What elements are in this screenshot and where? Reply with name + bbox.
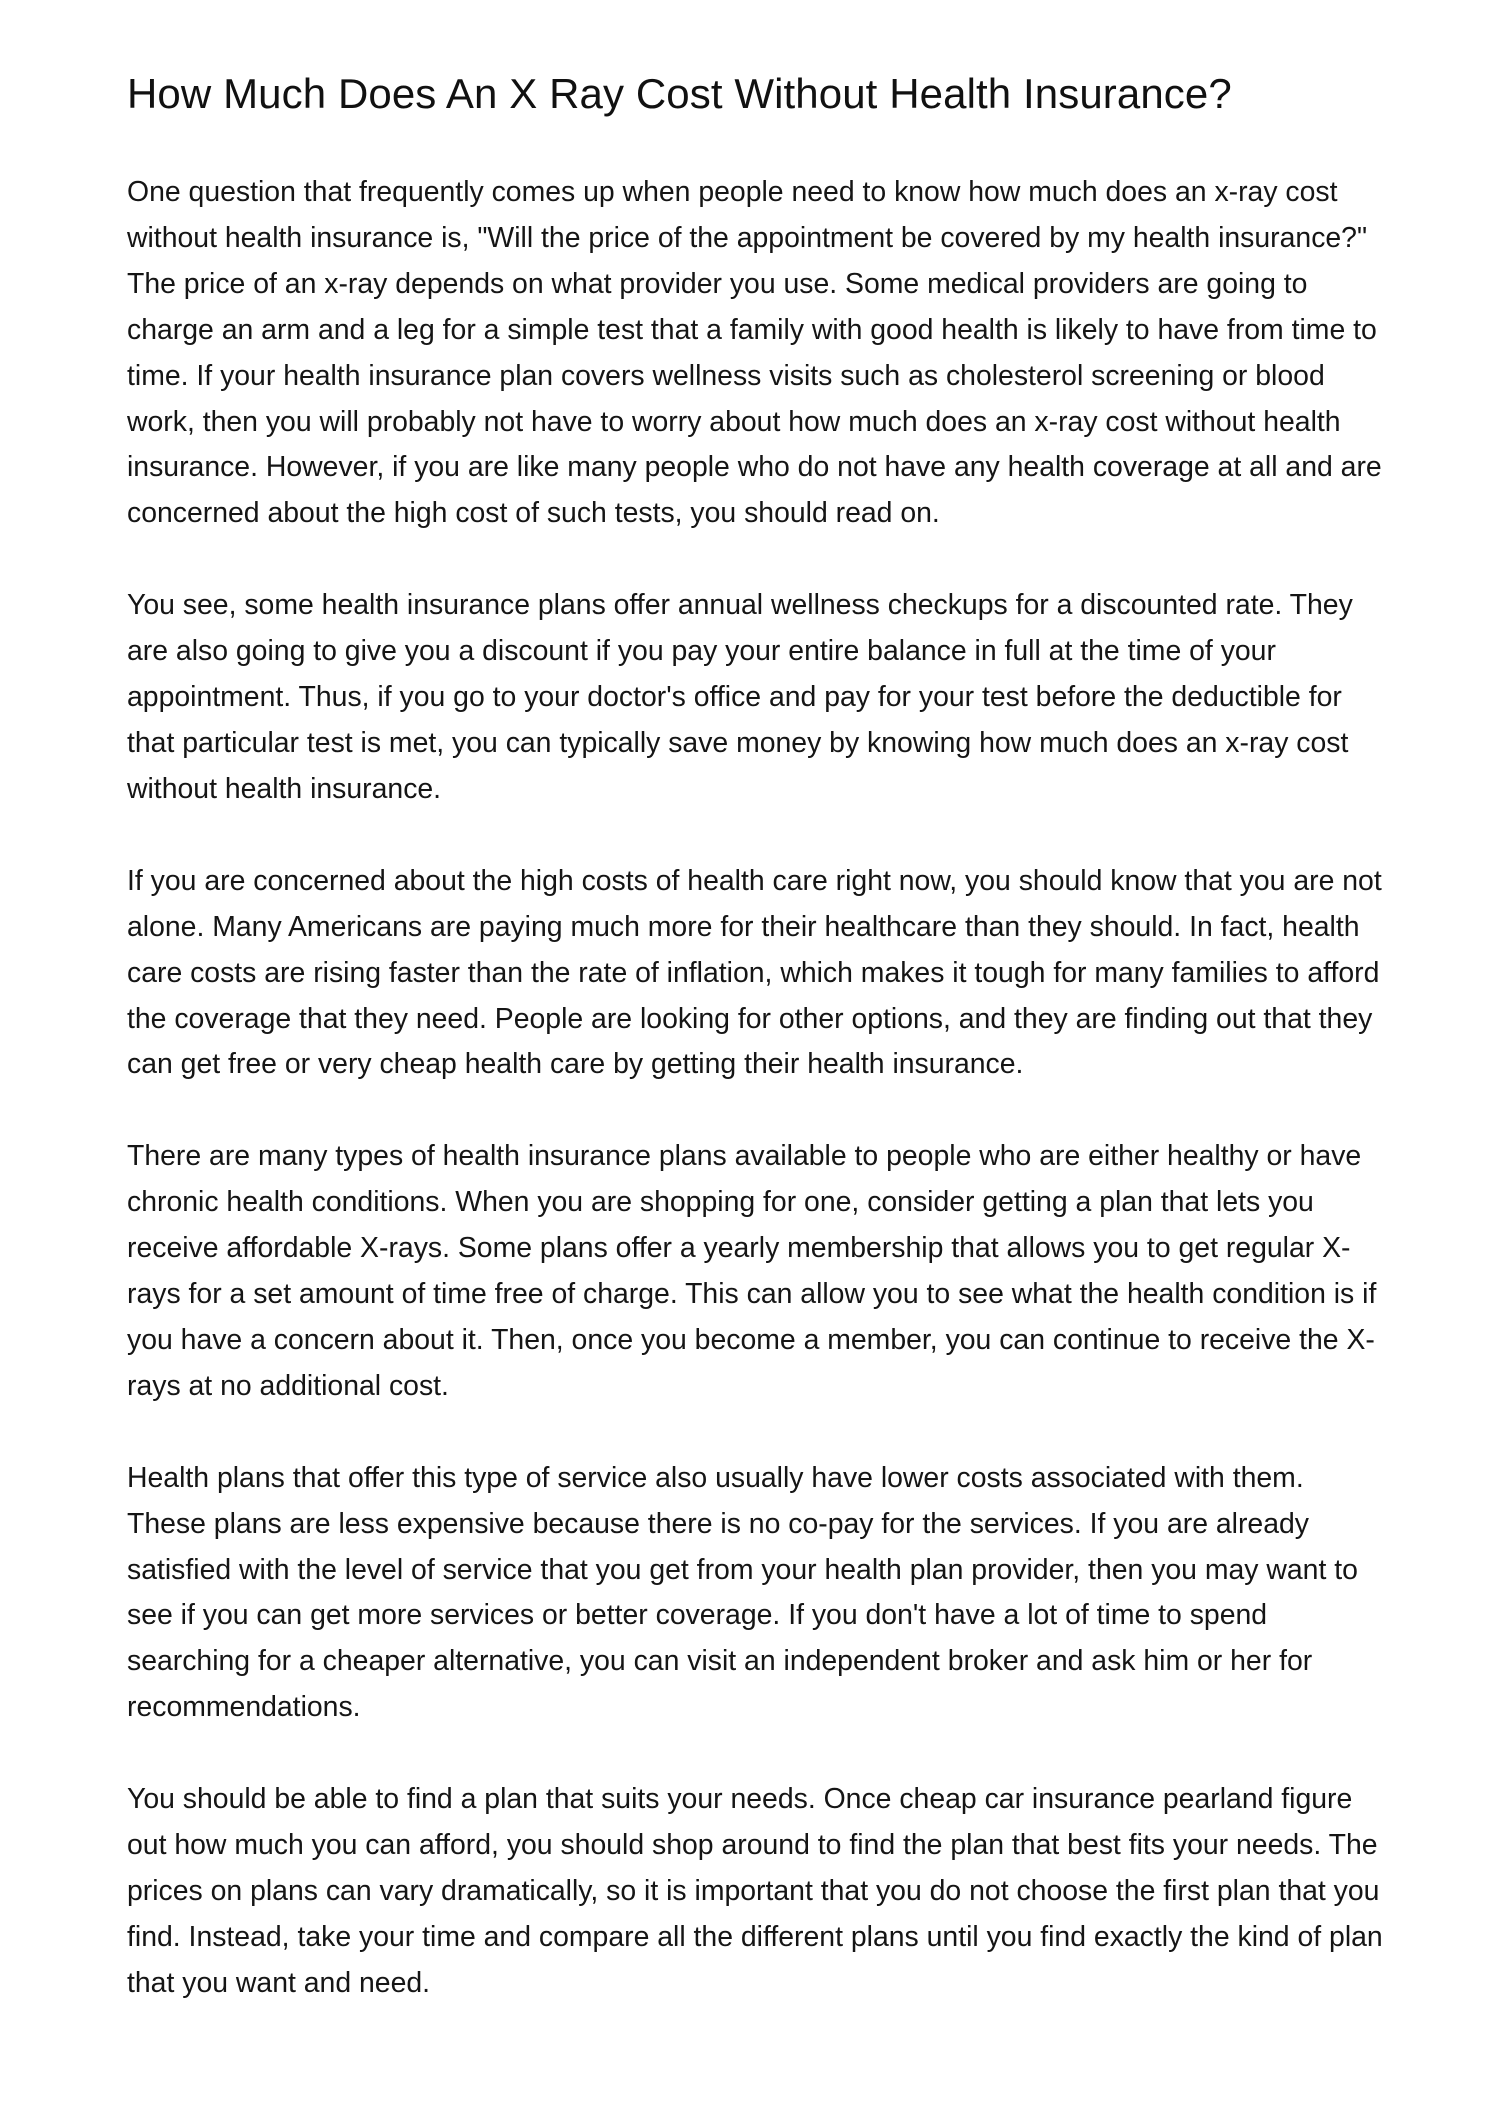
article-body <box>127 170 1387 2007</box>
paragraph-3: If you are concerned about the high costs of health care right now, you should know that you are not alone. Many Americans are paying much more for their healthcare than they should. In fact, health care costs are rising faster than the rate of inflation, which makes it tough for many families to afford the coverage that they need. People are looking for other options, and they are finding out that they can get free or very cheap health care by getting their health insurance. <box>127 864 1382 1081</box>
document-page <box>127 0 1387 2053</box>
paragraph-4: There are many types of health insurance plans available to people who are either healthy or have chronic health conditions. When you are shopping for one, consider getting a plan that lets you receive affordable X-rays. Some plans offer a yearly membership that allows you to get regular X-rays for a set amount of time free of charge. This can allow you to see what the health condition is if you have a concern about it. Then, once you become a member, you can continue to receive the X-rays at no additional cost. <box>127 1140 1377 1402</box>
paragraph-5: Health plans that offer this type of service also usually have lower costs associated with them. These plans are less expensive because there is no co-pay for the services. If you are already satisfied with the level of service that you get from your health plan provider, then you may want to see if you can get more services or better coverage. If you don't have a lot of time to spend searching for a cheaper alternative, you can visit an independent broker and ask him or her for recommendations. <box>127 1461 1358 1724</box>
paragraph-2: You see, some health insurance plans offer annual wellness checkups for a discounted rate. They are also going to give you a discount if you pay your entire balance in full at the time of your appointment. Thus, if you go to your doctor's office and pay for your test before the deductible for that particular test is met, you can typically save money by knowing how much does an x-ray cost without health insurance. <box>127 589 1353 805</box>
page-title: How Much Does An X Ray Cost Without Health Insurance? <box>127 70 1232 117</box>
paragraph-1: One question that frequently comes up when people need to know how much does an x-ray cost without health insurance is, "Will the price of the appointment be covered by my health insurance?" The price of an x-ray depends on what provider you use. Some medical providers are going to charge an arm and a leg for a simple test that a family with good health is likely to have from time to time. If your health insurance plan covers wellness visits such as cholesterol screening or blood work, then you will probably not have to worry about how much does an x-ray cost without health insurance. However, if you are like many people who do not have any health coverage at all and are concerned about the high cost of such tests, you should read on. <box>127 176 1382 530</box>
paragraph-6: You should be able to find a plan that suits your needs. Once cheap car insurance pearland figure out how much you can afford, you should shop around to find the plan that best fits your needs. The prices on plans can vary dramatically, so it is important that you do not choose the first plan that you find. Instead, take your time and compare all the different plans until you find exactly the kind of plan that you want and need. <box>127 1783 1383 1999</box>
